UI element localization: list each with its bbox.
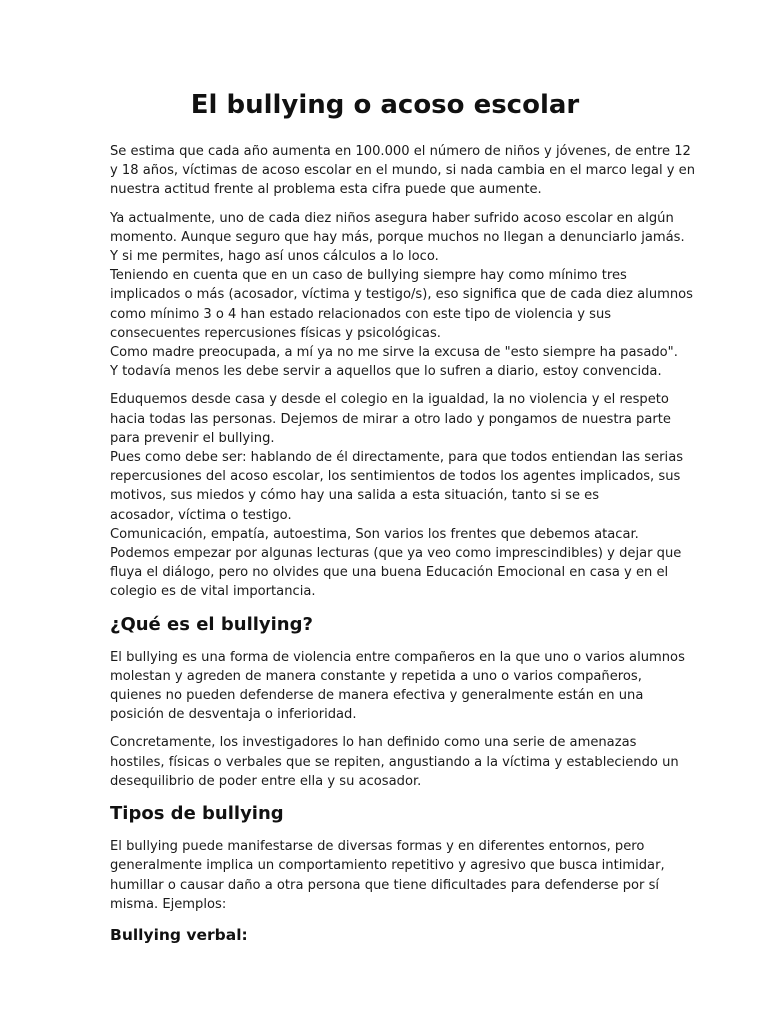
document-page	[110, 86, 696, 947]
text-line: hostiles, físicas o verbales que se repiten, angustiando a la víctima y estableciendo un	[110, 754, 679, 770]
text-line: colegio es de vital importancia.	[110, 584, 316, 600]
text-line: El bullying es una forma de violencia entre compañeros en la que uno o varios alumnos	[110, 649, 685, 665]
text-line: nuestra actitud frente al problema esta cifra puede que aumente.	[110, 182, 542, 198]
text-line: y 18 años, víctimas de acoso escolar en el mundo, si nada cambia en el marco legal y en	[110, 163, 696, 179]
text-line: Eduquemos desde casa y desde el colegio en la igualdad, la no violencia y el respeto	[110, 392, 669, 408]
text-line: momento. Aunque seguro que hay más, porque muchos no llegan a denunciarlo jamás.	[110, 229, 685, 245]
definition-paragraph-2	[110, 733, 679, 791]
section-que-es-bullying	[110, 611, 685, 791]
section-heading: ¿Qué es el bullying?	[110, 613, 313, 635]
text-line: El bullying puede manifestarse de diversas formas y en diferentes entornos, pero	[110, 839, 645, 855]
section-tipos-bullying	[110, 800, 665, 947]
document-title: El bullying o acoso escolar	[190, 90, 580, 120]
section-heading: Tipos de bullying	[110, 803, 284, 825]
subheading-bullying-verbal: Bullying verbal:	[110, 925, 248, 944]
text-line: fluya el diálogo, pero no olvides que una buena Educación Emocional en casa y en el	[110, 565, 669, 581]
text-line: Podemos empezar por algunas lecturas (que ya veo como imprescindibles) y dejar que	[110, 546, 682, 562]
definition-paragraph-1	[110, 648, 685, 725]
intro-paragraph-2	[110, 209, 693, 382]
text-line: misma. Ejemplos:	[110, 896, 227, 912]
text-line: Teniendo en cuenta que en un caso de bullying siempre hay como mínimo tres	[110, 268, 627, 284]
text-line: generalmente implica un comportamiento repetitivo y agresivo que busca intimidar,	[110, 858, 665, 874]
text-line: Pues como debe ser: hablando de él directamente, para que todos entiendan las serias	[110, 450, 684, 466]
text-line: Comunicación, empatía, autoestima, Son varios los frentes que debemos atacar.	[110, 526, 639, 542]
text-line: Como madre preocupada, a mí ya no me sirve la excusa de "esto siempre ha pasado".	[110, 345, 678, 361]
text-line: Concretamente, los investigadores lo han definido como una serie de amenazas	[110, 735, 637, 751]
text-line: motivos, sus miedos y cómo hay una salida a esta situación, tanto si se es	[110, 488, 600, 504]
text-line: acosador, víctima o testigo.	[110, 507, 292, 523]
text-line: Y todavía menos les debe servir a aquellos que lo sufren a diario, estoy convencida.	[110, 364, 662, 380]
text-line: repercusiones del acoso escolar, los sentimientos de todos los agentes implicados, sus	[110, 469, 681, 485]
text-line: posición de desventaja o inferioridad.	[110, 707, 357, 723]
text-line: Se estima que cada año aumenta en 100.000 el número de niños y jóvenes, de entre 12	[110, 144, 691, 159]
text-line: para prevenir el bullying.	[110, 430, 275, 446]
text-line: Y si me permites, hago así unos cálculos a lo loco.	[110, 249, 439, 265]
text-line: humillar o causar daño a otra persona que tiene dificultades para defenderse por sí	[110, 877, 660, 893]
text-line: molestan y agreden de manera constante y repetida a uno o varios compañeros,	[110, 668, 642, 684]
types-paragraph-1	[110, 837, 665, 914]
text-line: implicados o más (acosador, víctima y testigo/s), eso significa que de cada diez alumnos	[110, 287, 693, 303]
intro-paragraph-3	[110, 390, 684, 601]
intro-section	[110, 142, 696, 602]
text-line: Ya actualmente, uno de cada diez niños asegura haber sufrido acoso escolar en algún	[110, 210, 674, 226]
text-line: quienes no pueden defenderse de manera efectiva y generalmente están en una	[110, 688, 644, 704]
text-line: hacia todas las personas. Dejemos de mirar a otro lado y pongamos de nuestra parte	[110, 411, 671, 427]
text-line: como mínimo 3 o 4 han estado relacionados con este tipo de violencia y sus	[110, 306, 612, 322]
text-line: desequilibrio de poder entre ella y su acosador.	[110, 773, 422, 789]
intro-paragraph-1	[110, 142, 696, 200]
text-line: consecuentes repercusiones físicas y psicológicas.	[110, 325, 441, 341]
